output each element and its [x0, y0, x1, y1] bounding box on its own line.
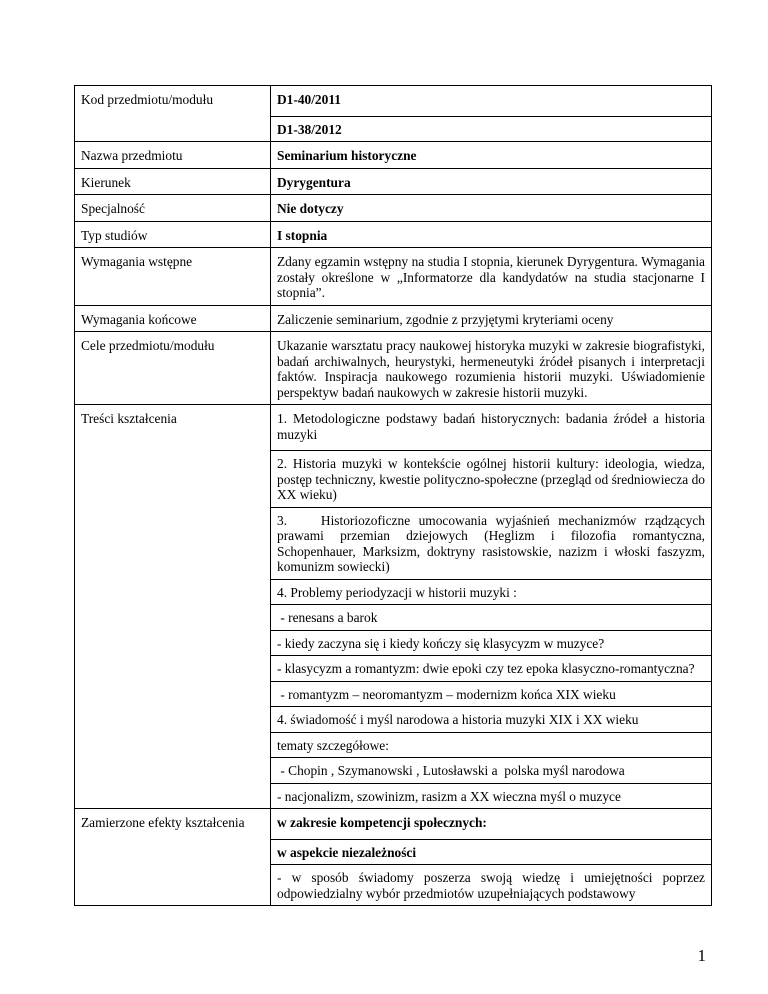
page-number: 1	[697, 946, 706, 965]
outcomes-text: - w sposób świadomy poszerza swoją wiedzę i umiejętności poprzez odpowiedzialny wybór przedmiotów uzupełniających podstawowy	[271, 864, 711, 901]
row-label-entry-requirements: Wymagania wstępne	[75, 248, 271, 306]
content-item: - nacjonalizm, szowinizm, rasizm a XX wieczna myśl o muzyce	[271, 783, 711, 805]
row-value-code	[271, 86, 712, 142]
table-row	[75, 332, 712, 405]
content-item: 4. Problemy periodyzacji w historii muzyki :	[271, 579, 711, 601]
row-label-code: Kod przedmiotu/modułu	[75, 86, 271, 142]
row-value-name: Seminarium historyczne	[271, 142, 712, 169]
outcomes-subheading: w aspekcie niezależności	[271, 839, 711, 861]
content-item: 4. świadomość i myśl narodowa a historia muzyki XIX i XX wieku	[271, 706, 711, 728]
table-row	[75, 305, 712, 332]
table-row	[75, 168, 712, 195]
row-value-goals: Ukazanie warsztatu pracy naukowej historyka muzyki w zakresie biografistyki, badań archiwalnych, heurystyki, hermeneutyki źródeł pisanych i interpretacji faktów. Inspiracja naukowego rozumienia historii muzyki. Uświadomienie perspektyw badań naukowych w zakresie historii muzyki.	[271, 332, 712, 405]
outcomes-heading: w zakresie kompetencji społecznych:	[277, 815, 487, 830]
content-item: - kiedy zaczyna się i kiedy kończy się klasycyzm w muzyce?	[271, 630, 711, 652]
row-label-study-type: Typ studiów	[75, 221, 271, 248]
row-value-study-type: I stopnia	[271, 221, 712, 248]
course-code-2011: D1-40/2011	[277, 92, 341, 107]
table-row	[75, 195, 712, 222]
table-row	[75, 142, 712, 169]
row-label-content: Treści kształcenia	[75, 405, 271, 809]
content-item: 3. Historiozoficzne umocowania wyjaśnień mechanizmów rządzących prawami przemian dziejowych (Heglizm i filozofia romantyczna, Schopenhauer, Marksizm, doktryny rasistowskie, nazizm i włoski faszyzm, komunizm sowiecki)	[271, 507, 711, 575]
table-row	[75, 405, 712, 809]
content-item: 1. Metodologiczne podstawy badań historycznych: badania źródeł a historia muzyki	[277, 411, 705, 442]
syllabus-table	[74, 85, 712, 906]
table-row	[75, 809, 712, 906]
table-row	[75, 248, 712, 306]
content-item: - Chopin , Szymanowski , Lutosławski a polska myśl narodowa	[271, 757, 711, 779]
content-item: tematy szczegółowe:	[271, 732, 711, 754]
row-value-final-requirements: Zaliczenie seminarium, zgodnie z przyjętymi kryteriami oceny	[271, 305, 712, 332]
row-value-field: Dyrygentura	[271, 168, 712, 195]
content-item: 2. Historia muzyki w kontekście ogólnej historii kultury: ideologia, wiedza, postęp techniczny, kwestie polityczno-społeczne (przegląd od średniowiecza do XX wieku)	[271, 450, 711, 503]
row-value-content	[271, 405, 712, 809]
content-item: - renesans a barok	[271, 604, 711, 626]
content-item: - romantyzm – neoromantyzm – modernizm końca XIX wieku	[271, 681, 711, 703]
row-label-learning-outcomes: Zamierzone efekty kształcenia	[75, 809, 271, 906]
row-label-name: Nazwa przedmiotu	[75, 142, 271, 169]
content-item: - klasycyzm a romantyzm: dwie epoki czy tez epoka klasyczno-romantyczna?	[271, 655, 711, 677]
course-code-2012: D1-38/2012	[271, 116, 711, 138]
table-row	[75, 221, 712, 248]
row-value-specialty: Nie dotyczy	[271, 195, 712, 222]
row-label-final-requirements: Wymagania końcowe	[75, 305, 271, 332]
row-value-learning-outcomes	[271, 809, 712, 906]
row-label-goals: Cele przedmiotu/modułu	[75, 332, 271, 405]
row-label-specialty: Specjalność	[75, 195, 271, 222]
table-row	[75, 86, 712, 142]
row-value-entry-requirements: Zdany egzamin wstępny na studia I stopnia, kierunek Dyrygentura. Wymagania zostały określone w „Informatorze dla kandydatów na studia stacjonarne I stopnia”.	[271, 248, 712, 306]
row-label-field: Kierunek	[75, 168, 271, 195]
